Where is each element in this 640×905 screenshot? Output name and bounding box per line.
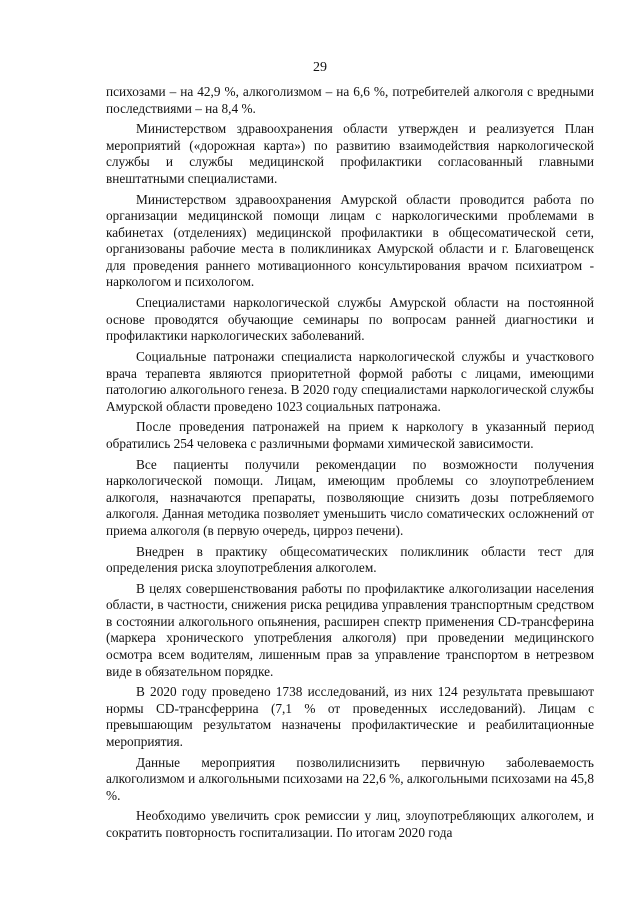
- paragraph-social-patronage: Социальные патронажи специалиста наркологической службы и участкового врача терапевта являются приоритетной формой работы с лицами, имеющими патологию алкогольного генеза. В 2020 году специалистами наркологической службы Амурской области проведено 1023 социальных патронажа.: [106, 348, 594, 414]
- page-number: 29: [313, 60, 327, 75]
- paragraph-remission-goal: Необходимо увеличить срок ремиссии у лиц, злоупотребляющих алкоголем, и сократить повторность госпитализации. По итогам 2020 года: [106, 808, 594, 841]
- paragraph-alcohol-risk-test: Внедрен в практику общесоматических поликлиник области тест для определения риска злоупотребления алкоголем.: [106, 543, 594, 576]
- document-body: [106, 84, 594, 846]
- paragraph-2020-studies: В 2020 году проведено 1738 исследований, из них 124 результата превышают нормы CD-трансферрина (7,1 % от проведенных исследований). Лицам с превышающим результатом назначены профилактические и реабилитационные мероприятия.: [106, 684, 594, 749]
- paragraph-medical-help-organization: Министерством здравоохранения Амурской области проводится работа по организации медицинской помощи лицам с наркологическими проблемами в кабинетах (отделениях) медицинской профилактики в общесоматической сети, организованы рабочие места в поликлиниках Амурской области и г. Благовещенск для проведения раннего мотивационного консультирования врачом психиатром - наркологом и психологом.: [106, 191, 594, 290]
- paragraph-roadmap-plan: Министерством здравоохранения области утвержден и реализуется План мероприятий («дорожная карта») по развитию взаимодействия наркологической службы и службы медицинской профилактики согласованный главными внештатными специалистами.: [106, 121, 594, 186]
- paragraph-patient-recommendations: Все пациенты получили рекомендации по возможности получения наркологической помощи. Лицам, имеющим проблемы со злоупотреблением алкоголя, назначаются препараты, позволяющие снизить дозы потребляемого алкоголя. Данная методика позволяет уменьшить число соматических осложнений от приема алкоголя (в первую очередь, цирроз печени).: [106, 456, 594, 538]
- paragraph-training-seminars: Специалистами наркологической службы Амурской области на постоянной основе проводятся обучающие семинары по вопросам ранней диагностики и профилактики наркологических заболеваний.: [106, 295, 594, 344]
- paragraph-cd-transferrin: В целях совершенствования работы по профилактике алкоголизации населения области, в частности, снижения риска рецидива управления транспортным средством в состоянии алкогольного опьянения, расширен спектр применения CD-трансферина (маркера хронического употребления алкоголя) при проведении медицинского осмотра всем водителям, лишенным прав за управление транспортом в нетрезвом виде в обязательном порядке.: [106, 580, 594, 679]
- paragraph-incidence-reduction: Данные мероприятия позволилиснизить первичную заболеваемость алкоголизмом и алкогольными психозами на 22,6 %, алкогольными психозами на 45,8 %.: [106, 754, 594, 803]
- paragraph-1-continuation: психозами – на 42,9 %, алкоголизмом – на 6,6 %, потребителей алкоголя с вредными последствиями – на 8,4 %.: [106, 84, 594, 116]
- paragraph-narcologist-visits: После проведения патронажей на прием к наркологу в указанный период обратились 254 человека с различными формами химической зависимости.: [106, 419, 594, 451]
